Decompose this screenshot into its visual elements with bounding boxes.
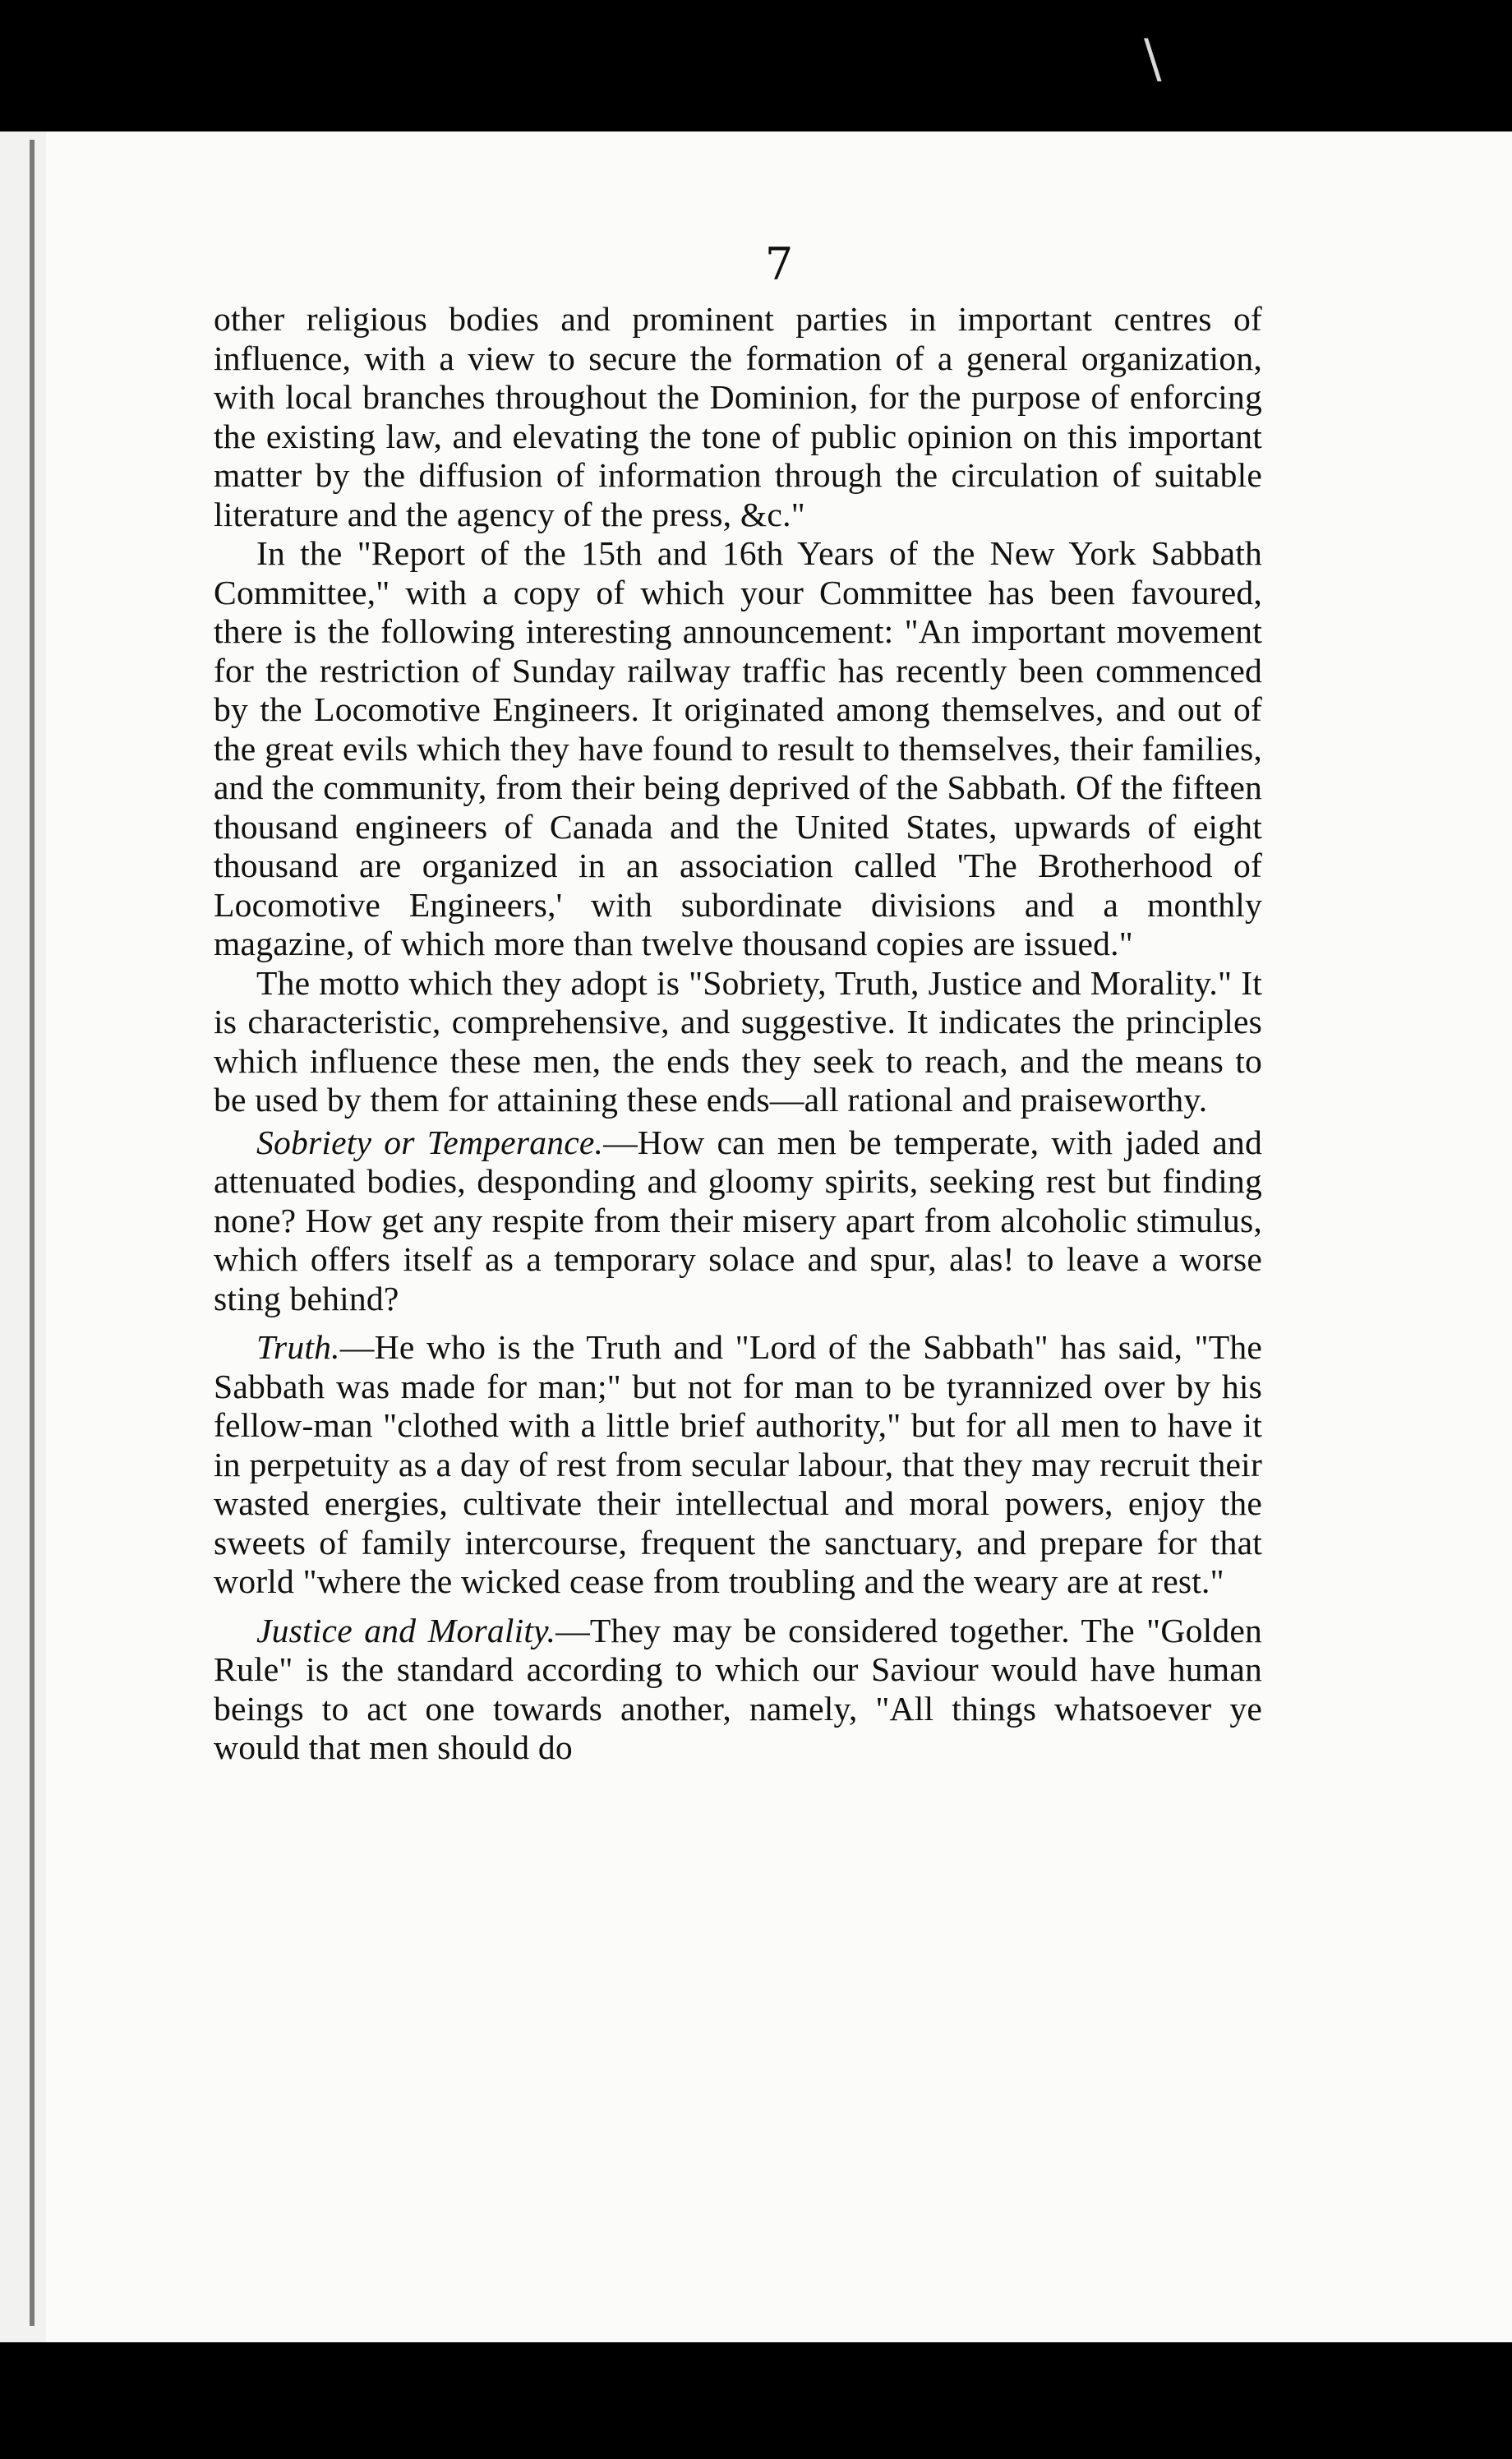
paragraph-sobriety (214, 1123, 1262, 1319)
paragraph-continuation: other religious bodies and prominent parties in important centres of influence, with a view to secure the formation of a general organization, with local branches throughout the Dominion, for the purpose of enforcing the existing law, and elevating the tone of public opinion on this important matter by the diffusion of information through the circulation of suitable literature and the agency of the press, &c." (214, 300, 1262, 533)
page-number: 7 (764, 238, 794, 290)
paragraph-report: In the "Report of the 15th and 16th Years of the New York Sabbath Committee," with a copy of which your Committee has been favoured, there is the following interesting announcement: "An important movement for the restriction of Sunday railway traffic has recently been commenced by the Locomotive Engineers. It originated among themselves, and out of the great evils which they have found to result to themselves, their families, and the community, from their being deprived of the Sabbath. Of the fifteen thousand engineers of Canada and the United States, upwards of eight thousand are organized in an association called 'The Brotherhood of Locomotive Engineers,' with subordinate divisions and a monthly magazine, of which more than twelve thousand copies are issued." (214, 534, 1262, 962)
binding-line (30, 140, 35, 2326)
facing-page-edge (0, 131, 46, 2342)
paragraph-justice-morality (214, 1612, 1262, 1768)
paragraph-motto: The motto which they adopt is "Sobriety, Truth, Justice and Morality." It is characteristic, comprehensive, and suggestive. It indicates the principles which influence these men, the ends they seek to reach, and the means to be used by them for attaining these ends—all rational and praiseworthy. (214, 963, 1262, 1119)
book-page (46, 131, 1512, 2342)
scan-mark: \ (1144, 29, 1162, 90)
section-lead-truth: Truth. (256, 1328, 340, 1366)
section-lead-justice-morality: Justice and Morality. (256, 1611, 556, 1649)
section-lead-sobriety: Sobriety or Temperance. (256, 1123, 604, 1161)
paragraph-body: —He who is the Truth and "Lord of the Sabbath" has said, "The Sabbath was made for man;" but not for man to be tyrannized over by his fellow-man "clothed with a little brief authority," but for all men to have it in perpetuity as a day of rest from secular labour, that they may recruit their wasted energies, cultivate their intellectual and moral powers, enjoy the sweets of family intercourse, frequent the sanctuary, and prepare for that world "where the wicked cease from troubling and the weary are at rest." (214, 1328, 1262, 1600)
body-text (214, 300, 1262, 1768)
paragraph-truth (214, 1328, 1262, 1602)
paragraph-body: —How can men be temperate, with jaded and attenuated bodies, desponding and gloomy spirits, seeking rest but finding none? How get any respite from their misery apart from alcoholic stimulus, which offers itself as a temporary solace and spur, alas! to leave a worse sting behind? (214, 1123, 1262, 1317)
paragraph-body: —They may be considered together. The "Golden Rule" is the standard according to which our Saviour would have human beings to act one towards another, namely, "All things whatsoever ye would that men should do (214, 1611, 1263, 1766)
